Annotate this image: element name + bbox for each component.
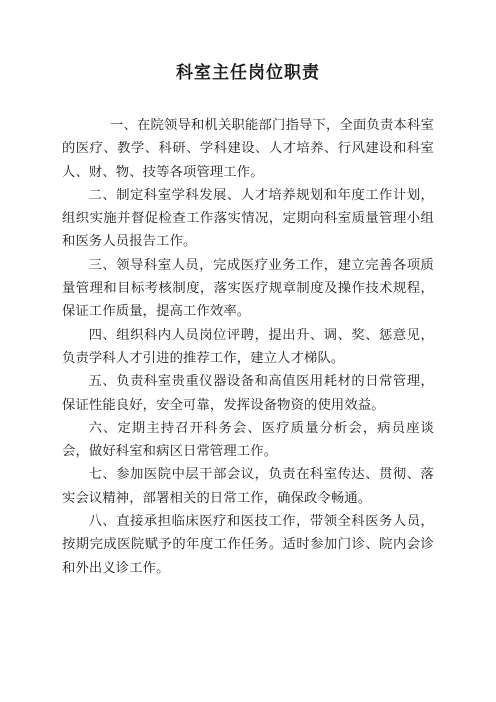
document-body [62, 114, 434, 580]
duty-paragraph-8: 八、直接承担临床医疗和医技工作，带领全科医务人员，按期完成医院赋予的年度工作任务。适时参加门诊、院内会诊和外出义诊工作。 [62, 514, 434, 576]
duty-paragraph-7: 七、参加医院中层干部会议，负责在科室传达、贯彻、落实会议精神，部署相关的日常工作，确保政令畅通。 [62, 467, 434, 506]
duty-paragraph-4: 四、组织科内人员岗位评聘，提出升、调、奖、惩意见，负责学科人才引进的推荐工作，建立人才梯队。 [62, 327, 434, 366]
duty-paragraph-3: 三、领导科室人员，完成医疗业务工作，建立完善各项质量管理和目标考核制度，落实医疗规章制度及操作技术规程，保证工作质量，提高工作效率。 [62, 257, 434, 320]
duty-paragraph-1: 一、在院领导和机关职能部门指导下，全面负责本科室的医疗、教学、科研、学科建设、人才培养、行风建设和科室人、财、物、技等各项管理工作。 [62, 118, 434, 180]
document-title: 科室主任岗位职责 [176, 63, 320, 83]
duty-paragraph-6: 六、定期主持召开科务会、医疗质量分析会，病员座谈会，做好科室和病区日常管理工作。 [62, 420, 434, 460]
duty-paragraph-5: 五、负责科室贵重仪器设备和高值医用耗材的日常管理，保证性能良好，安全可靠，发挥设备物资的使用效益。 [62, 374, 434, 413]
duty-paragraph-2: 二、制定科室学科发展、人才培养规划和年度工作计划，组织实施并督促检查工作落实情况，定期向科室质量管理小组和医务人员报告工作。 [62, 187, 434, 250]
